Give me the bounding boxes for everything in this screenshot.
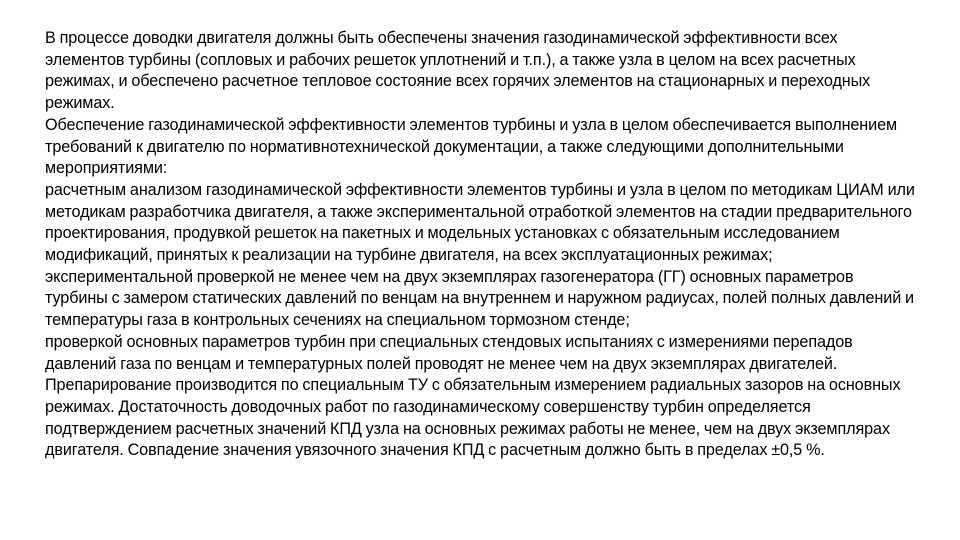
paragraph-2: Обеспечение газодинамической эффективности элементов турбины и узла в целом обеспечивается выполнением требований к двигателю по нормативнотехнической документации, а также следующими дополнительными мероприятиями: [45, 115, 898, 178]
paragraph-3: расчетным анализом газодинамической эффективности элементов турбины и узла в целом по методикам ЦИАМ или методикам разработчика двигателя, а также экспериментальной отработкой элементов на стадии предварительного проектирования, продувкой решеток на пакетных и модельных установках с обязательным исследованием модификаций, принятых к реализации на турбине двигателя, на всех эксплуатационных режимах; экспериментальной проверкой не менее чем на двух экземплярах газогенератора (ГГ) основных параметров турбины с замером статических давлений по венцам на внутреннем и наружном радиусах, полей полных давлений и температуры газа в контрольных сечениях на специальном тормозном стенде; [45, 180, 915, 330]
paragraph-1: В процессе доводки двигателя должны быть обеспечены значения газодинамической эффективности всех элементов турбины (сопловых и рабочих решеток уплотнений и т.п.), а также узла в целом на всех расчетных режимах, и обеспечено расчетное тепловое состояние всех горячих элементов на стационарных и переходных режимах. [45, 29, 871, 113]
body-text [45, 28, 920, 462]
paragraph-5: Препарирование производится по специальным ТУ с обязательным измерением радиальных зазоров на основных режимах. Достаточность доводочных работ по газодинамическому совершенству турбин определяется подтверждением расчетных значений КПД узла на основных режимах работы не менее, чем на двух экземплярах двигателя. Совпадение значения увязочного значения КПД с расчетным должно быть в пределах ±0,5 %. [45, 376, 901, 460]
paragraph-4: проверкой основных параметров турбин при специальных стендовых испытаниях с измерениями перепадов давлений газа по венцам и температурных полей проводят не менее чем на двух экземплярах двигателей. [45, 332, 853, 373]
